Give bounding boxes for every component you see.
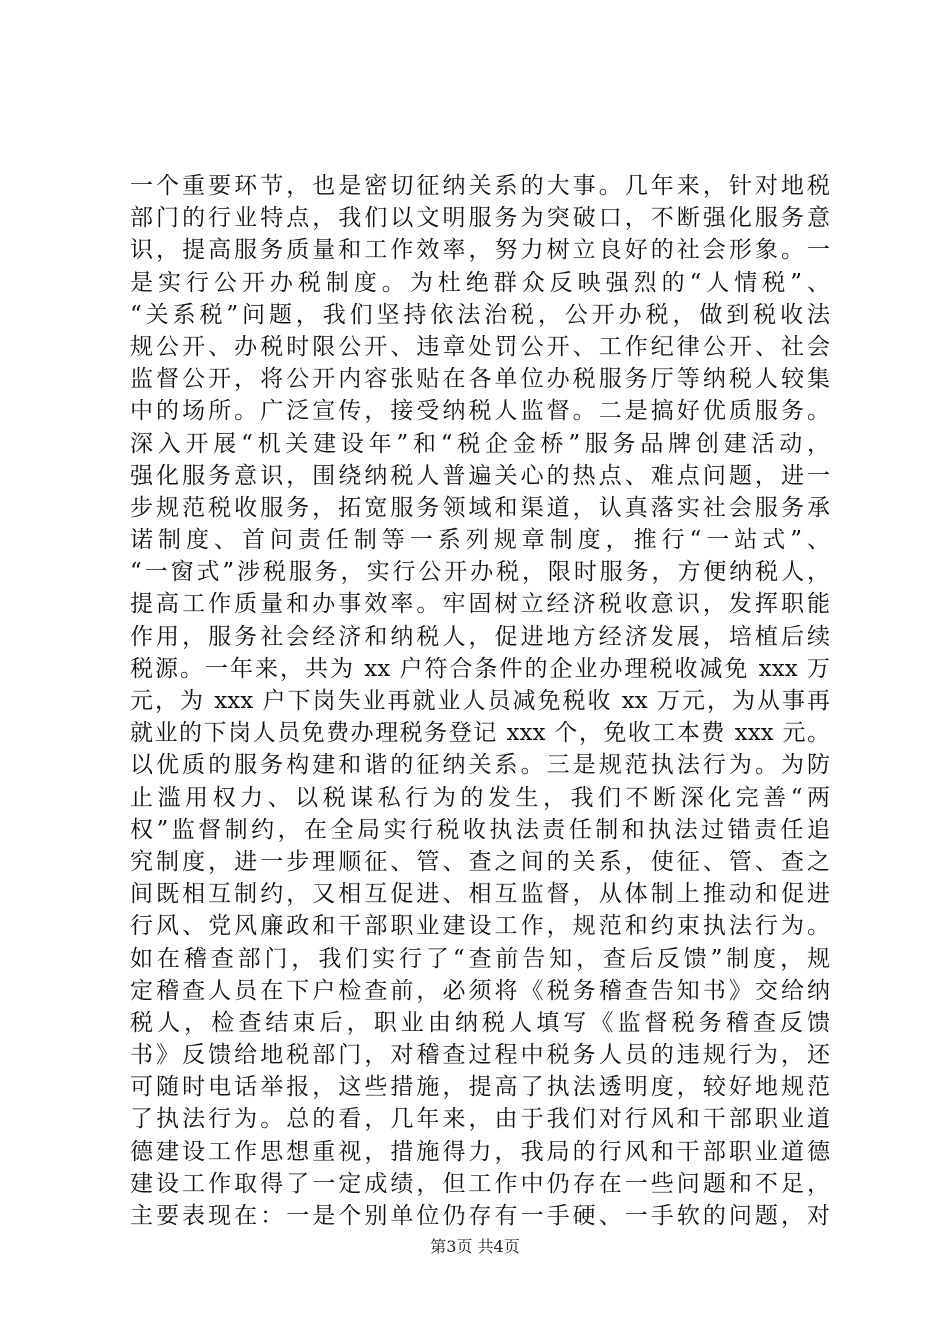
text-line: 步规范税收服务，拓宽服务领域和渠道，认真落实社会服务承 — [130, 494, 830, 521]
text-line: 权”监督制约，在全局实行税收执法责任制和执法过错责任追 — [130, 816, 830, 843]
text-line: 究制度，进一步理顺征、管、查之间的关系，使征、管、查之 — [130, 848, 830, 875]
text-line: 部门的行业特点，我们以文明服务为突破口，不断强化服务意 — [130, 205, 830, 232]
text-line: 识，提高服务质量和工作效率，努力树立良好的社会形象。一 — [130, 237, 830, 264]
text-line: 规公开、办税时限公开、违章处罚公开、工作纪律公开、社会 — [130, 333, 830, 360]
text-line: 监督公开，将公开内容张贴在各单位办税服务厅等纳税人较集 — [130, 366, 830, 393]
text-line: 如在稽查部门，我们实行了“查前告知，查后反馈”制度，规 — [130, 945, 830, 972]
text-line: 建设工作取得了一定成绩，但工作中仍存在一些问题和不足， — [130, 1170, 830, 1197]
text-line: 中的场所。广泛宣传，接受纳税人监督。二是搞好优质服务。 — [130, 398, 830, 425]
text-line: 深入开展“机关建设年”和“税企金桥”服务品牌创建活动， — [130, 430, 830, 457]
text-line: 止滥用权力、以税谋私行为的发生，我们不断深化完善“两 — [130, 784, 830, 811]
text-line: 作用，服务社会经济和纳税人，促进地方经济发展，培植后续 — [130, 623, 830, 650]
body-text — [130, 170, 830, 1232]
text-line: 行风、党风廉政和干部职业建设工作，规范和约束执法行为。 — [130, 913, 830, 940]
text-line: 德建设工作思想重视，措施得力，我局的行风和干部职业道德 — [130, 1138, 830, 1165]
text-line: 一个重要环节，也是密切征纳关系的大事。几年来，针对地税 — [130, 173, 830, 199]
text-line: 了执法行为。总的看，几年来，由于我们对行风和干部职业道 — [130, 1106, 830, 1133]
text-line: 是实行公开办税制度。为杜绝群众反映强烈的“人情税”、 — [130, 269, 830, 296]
text-line: 强化服务意识，围绕纳税人普遍关心的热点、难点问题，进一 — [130, 462, 830, 489]
text-line: 诺制度、首问责任制等一系列规章制度，推行“一站式”、 — [130, 527, 830, 554]
text-line: 税人，检查结束后，职业由纳税人填写《监督税务稽查反馈 — [130, 1009, 830, 1036]
text-line: “关系税”问题，我们坚持依法治税，公开办税，做到税收法 — [130, 301, 830, 328]
text-line: 可随时电话举报，这些措施，提高了执法透明度，较好地规范 — [130, 1074, 830, 1101]
text-line: 税源。一年来，共为 xx 户符合条件的企业办理税收减免 xxx 万 — [130, 655, 830, 682]
text-line: 定稽查人员在下户检查前，必须将《税务稽查告知书》交给纳 — [130, 977, 830, 1004]
text-line: “一窗式”涉税服务，实行公开办税，限时服务，方便纳税人， — [130, 559, 830, 586]
text-line: 主要表现在：一是个别单位仍存有一手硬、一手软的问题，对 — [130, 1203, 830, 1229]
text-line: 提高工作质量和办事效率。牢固树立经济税收意识，发挥职能 — [130, 591, 830, 618]
page-footer: 第3页 共4页 — [430, 1237, 520, 1256]
text-line: 就业的下岗人员免费办理税务登记 xxx 个，免收工本费 xxx 元。 — [130, 720, 830, 747]
text-line: 间既相互制约，又相互促进、相互监督，从体制上推动和促进 — [130, 881, 830, 908]
text-line: 以优质的服务构建和谐的征纳关系。三是规范执法行为。为防 — [130, 752, 830, 779]
text-line: 元，为 xxx 户下岗失业再就业人员减免税收 xx 万元，为从事再 — [130, 688, 830, 714]
text-line: 书》反馈给地税部门，对稽查过程中税务人员的违规行为，还 — [130, 1042, 830, 1069]
